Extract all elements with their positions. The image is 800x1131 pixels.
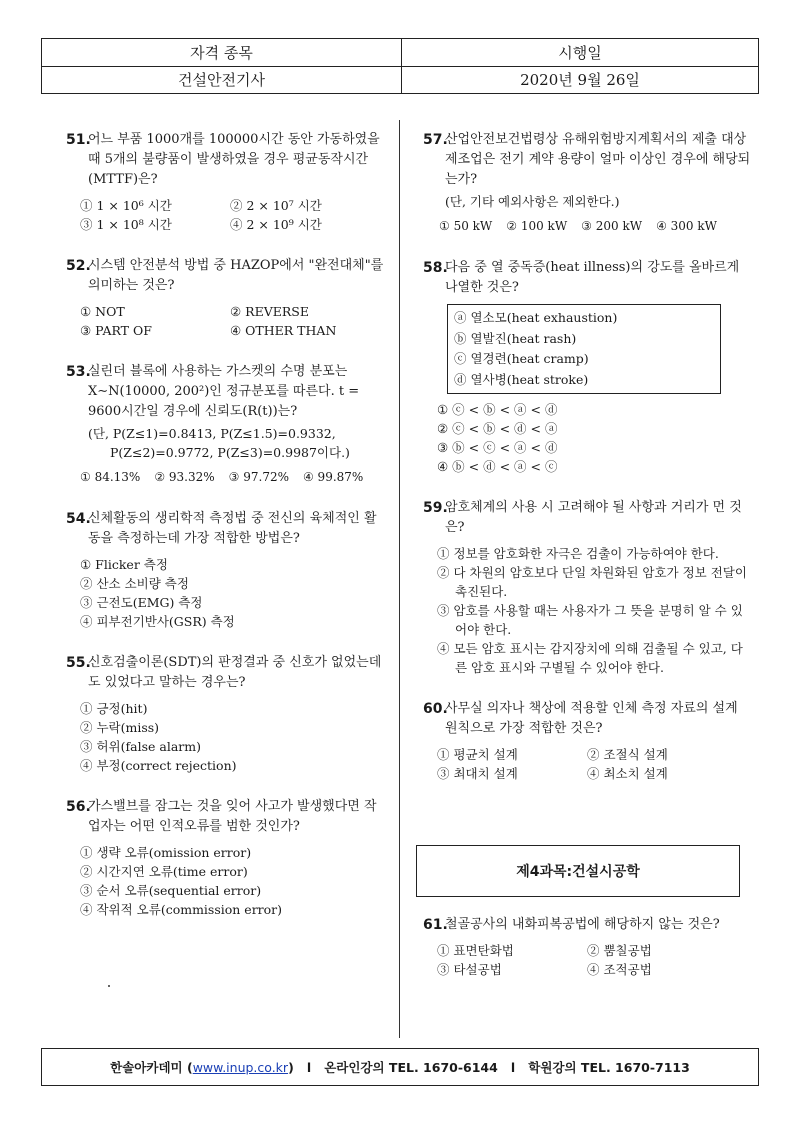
question-text: 가스밸브를 잠그는 것을 잊어 사고가 발생했다면 작업자는 어떤 인적오류를 범한 것인가? bbox=[88, 799, 377, 834]
option-4: ④ 조적공법 bbox=[587, 962, 652, 977]
option-4: ④ 피부전기반사(GSR) 측정 bbox=[80, 614, 235, 629]
option-1: ① Flicker 측정 bbox=[80, 557, 168, 572]
option-4: ④ 최소치 설계 bbox=[587, 766, 668, 781]
question-number: 58. bbox=[423, 260, 448, 276]
footer-brand: 한솔아카데미 bbox=[110, 1060, 183, 1075]
footer-separator-2: l bbox=[510, 1059, 516, 1075]
question-condition-1: (단, P(Z≤1)=0.8413, P(Z≤1.5)=0.9332, bbox=[88, 426, 336, 441]
question-51 bbox=[66, 130, 386, 234]
question-60 bbox=[423, 699, 753, 783]
option-2: ② REVERSE bbox=[230, 304, 309, 319]
option-3: ③ 근전도(EMG) 측정 bbox=[80, 595, 203, 610]
question-text: 암호체계의 사용 시 고려해야 될 사항과 거리가 먼 것은? bbox=[445, 500, 742, 535]
box-item-d: ⓓ 열사병(heat stroke) bbox=[454, 371, 589, 387]
question-56 bbox=[66, 797, 386, 919]
option-3: ③ 97.72% bbox=[228, 470, 289, 484]
header-date: 2020년 9월 26일 bbox=[402, 66, 759, 94]
question-number: 55. bbox=[66, 655, 91, 671]
question-58 bbox=[423, 258, 753, 476]
left-column bbox=[66, 130, 386, 919]
question-text: 실린더 블록에 사용하는 가스켓의 수명 분포는 X∼N(10000, 200²)인 정규분포를 따른다. t = 9600시간일 경우에 신뢰도(R(t))는? bbox=[88, 364, 360, 419]
question-number: 53. bbox=[66, 364, 91, 380]
page-speck bbox=[108, 985, 110, 987]
question-text: 시스템 안전분석 방법 중 HAZOP에서 "완전대체"를 의미하는 것은? bbox=[88, 258, 384, 293]
footer-separator: l bbox=[306, 1059, 312, 1075]
option-1: ① 정보를 암호화한 자극은 검출이 가능하여야 한다. bbox=[437, 546, 719, 561]
box-item-b: ⓑ 열발진(heat rash) bbox=[454, 330, 577, 346]
question-condition: (단, 기타 예외사항은 제외한다.) bbox=[445, 194, 620, 209]
option-2: ② 다 차원의 암호보다 단일 차원화된 암호가 정보 전달이 촉진된다. bbox=[437, 565, 747, 599]
option-1: ① ⓒ < ⓑ < ⓐ < ⓓ bbox=[437, 402, 558, 417]
option-3: ③ ⓑ < ⓒ < ⓐ < ⓓ bbox=[437, 440, 558, 455]
question-number: 51. bbox=[66, 132, 91, 148]
question-text: 철골공사의 내화피복공법에 해당하지 않는 것은? bbox=[445, 917, 720, 932]
option-2: ② ⓒ < ⓑ < ⓓ < ⓐ bbox=[437, 421, 558, 436]
question-number: 57. bbox=[423, 132, 448, 148]
footer-paren-close: ) bbox=[288, 1059, 294, 1075]
option-4: ④ 2 × 10⁹ 시간 bbox=[230, 217, 322, 232]
footer-url-link[interactable]: www.inup.co.kr bbox=[192, 1059, 289, 1075]
footer-online: 온라인강의 TEL. 1670-6144 bbox=[324, 1060, 498, 1075]
option-4: ④ 모든 암호 표시는 감지장치에 의해 검출될 수 있고, 다른 암호 표시와 구별될 수 있어야 한다. bbox=[437, 641, 743, 675]
question-number: 59. bbox=[423, 500, 448, 516]
question-53 bbox=[66, 362, 386, 487]
option-1: ① 1 × 10⁶ 시간 bbox=[80, 198, 172, 213]
question-number: 54. bbox=[66, 511, 91, 527]
option-4: ④ OTHER THAN bbox=[230, 323, 337, 338]
option-2: ② 조절식 설계 bbox=[587, 747, 668, 762]
option-2: ② 누락(miss) bbox=[80, 720, 160, 735]
heat-illness-box bbox=[447, 304, 721, 394]
header-subject-label: 자격 종목 bbox=[42, 39, 402, 67]
option-3: ③ PART OF bbox=[80, 323, 152, 338]
option-3: ③ 타설공법 bbox=[437, 962, 502, 977]
question-57 bbox=[423, 130, 753, 236]
footer-offline: 학원강의 TEL. 1670-7113 bbox=[528, 1060, 690, 1075]
option-1: ① 50 kW bbox=[439, 219, 493, 233]
option-1: ① 생략 오류(omission error) bbox=[80, 845, 252, 860]
option-2: ② 2 × 10⁷ 시간 bbox=[230, 198, 322, 213]
question-54 bbox=[66, 509, 386, 631]
option-4: ④ 부정(correct rejection) bbox=[80, 758, 237, 773]
option-4: ④ 300 kW bbox=[656, 219, 717, 233]
option-1: ① NOT bbox=[80, 304, 125, 319]
option-2: ② 시간지연 오류(time error) bbox=[80, 864, 248, 879]
right-column bbox=[423, 130, 753, 783]
question-text: 사무실 의자나 책상에 적용할 인체 측정 자료의 설계 원칙으로 가장 적합한 것은? bbox=[445, 701, 738, 736]
option-4: ④ 99.87% bbox=[302, 470, 364, 484]
option-2: ② 뿜칠공법 bbox=[587, 943, 652, 958]
question-55 bbox=[66, 653, 386, 775]
question-text: 산업안전보건법령상 유해위험방지계획서의 제출 대상 제조업은 전기 계약 용량이 얼마 이상인 경우에 해당되는가? bbox=[445, 132, 751, 187]
option-2: ② 산소 소비량 측정 bbox=[80, 576, 189, 591]
option-4: ④ 작위적 오류(commission error) bbox=[80, 902, 283, 917]
question-number: 60. bbox=[423, 701, 448, 717]
option-2: ② 93.32% bbox=[154, 470, 215, 484]
option-3: ③ 최대치 설계 bbox=[437, 766, 518, 781]
header-date-label: 시행일 bbox=[402, 39, 759, 67]
question-text: 신체활동의 생리학적 측정법 중 전신의 육체적인 활동을 측정하는데 가장 적합한 방법은? bbox=[88, 511, 377, 546]
option-3: ③ 1 × 10⁸ 시간 bbox=[80, 217, 172, 232]
option-1: ① 84.13% bbox=[80, 470, 141, 484]
question-number: 56. bbox=[66, 799, 91, 815]
option-3: ③ 200 kW bbox=[581, 219, 643, 233]
footer bbox=[41, 1048, 759, 1086]
question-number: 61. bbox=[423, 917, 448, 933]
question-condition-2: P(Z≤2)=0.9772, P(Z≤3)=0.9987이다.) bbox=[110, 445, 350, 460]
header-table bbox=[41, 38, 759, 94]
question-text: 어느 부품 1000개를 100000시간 동안 가동하였을 때 5개의 불량품이 발생하였을 경우 평균동작시간(MTTF)은? bbox=[88, 132, 380, 187]
option-4: ④ ⓑ < ⓓ < ⓐ < ⓒ bbox=[437, 459, 558, 474]
question-number: 52. bbox=[66, 258, 91, 274]
option-1: ① 평균치 설계 bbox=[437, 747, 518, 762]
option-2: ② 100 kW bbox=[506, 219, 568, 233]
option-3: ③ 암호를 사용할 때는 사용자가 그 뜻을 분명히 알 수 있어야 한다. bbox=[437, 603, 743, 637]
question-61 bbox=[423, 915, 753, 979]
option-1: ① 표면탄화법 bbox=[437, 943, 514, 958]
question-59 bbox=[423, 498, 753, 677]
footer-paren-open: ( bbox=[186, 1059, 193, 1075]
header-subject: 건설안전기사 bbox=[42, 66, 402, 94]
option-3: ③ 허위(false alarm) bbox=[80, 739, 201, 754]
box-item-c: ⓒ 열경련(heat cramp) bbox=[454, 351, 589, 366]
option-1: ① 긍정(hit) bbox=[80, 701, 148, 716]
question-text: 다음 중 열 중독증(heat illness)의 강도를 올바르게 나열한 것은? bbox=[445, 260, 740, 295]
column-divider bbox=[399, 120, 400, 1038]
question-52 bbox=[66, 256, 386, 340]
option-3: ③ 순서 오류(sequential error) bbox=[80, 883, 262, 898]
question-text: 신호검출이론(SDT)의 판정결과 중 신호가 없었는데도 있었다고 말하는 경우는? bbox=[88, 655, 382, 690]
section-title: 제4과목:건설시공학 bbox=[416, 845, 740, 897]
box-item-a: ⓐ 열소모(heat exhaustion) bbox=[454, 310, 618, 325]
